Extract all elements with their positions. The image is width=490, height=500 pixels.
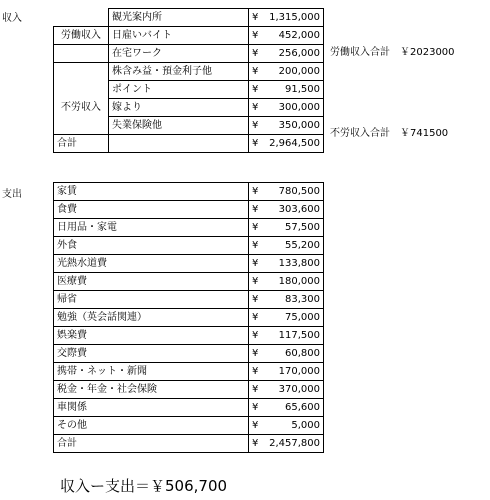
balance-summary: 収入ー支出＝￥506,700 (60, 477, 228, 495)
income-group-label: 労働収入 (54, 27, 109, 45)
income-item-amount: ¥ 91,500 (249, 81, 324, 99)
expense-item-amount: ¥ 370,000 (249, 381, 324, 399)
table-row (54, 309, 324, 327)
table-row (54, 27, 324, 45)
income-item-amount: ¥ 350,000 (249, 117, 324, 135)
income-item-label: 嫁より (109, 99, 249, 117)
income-group-label: 不労収入 (54, 99, 109, 117)
nonlabor-income-subtotal: 不労収入合計 ￥741500 (330, 128, 449, 139)
income-section-label: 収入 (2, 13, 22, 24)
expense-table (53, 182, 324, 453)
table-row (54, 45, 324, 63)
income-item-label: ポイント (109, 81, 249, 99)
table-row (54, 381, 324, 399)
income-item-label: 日雇いバイト (109, 27, 249, 45)
expense-item-label: 日用品・家電 (54, 219, 249, 237)
table-row (54, 81, 324, 99)
table-row (54, 117, 324, 135)
expense-item-amount: ¥ 65,600 (249, 399, 324, 417)
expense-item-amount: ¥ 170,000 (249, 363, 324, 381)
income-total-label: 合計 (54, 135, 109, 153)
expense-item-label: 合計 (54, 435, 249, 453)
expense-item-label: 娯楽費 (54, 327, 249, 345)
income-item-amount: ¥ 452,000 (249, 27, 324, 45)
expense-item-amount: ¥ 303,600 (249, 201, 324, 219)
table-row (54, 9, 324, 27)
expense-item-amount: ¥ 83,300 (249, 291, 324, 309)
labor-income-subtotal: 労働収入合計 ￥2023000 (330, 47, 455, 58)
expense-item-amount: ¥ 55,200 (249, 237, 324, 255)
expense-item-label: 外食 (54, 237, 249, 255)
table-row (54, 183, 324, 201)
expense-section-label: 支出 (2, 189, 22, 200)
table-row (54, 399, 324, 417)
expense-item-label: 家賃 (54, 183, 249, 201)
expense-item-amount: ¥ 780,500 (249, 183, 324, 201)
income-item-label: 観光案内所 (109, 9, 249, 27)
expense-item-label: 帰省 (54, 291, 249, 309)
expense-item-label: 医療費 (54, 273, 249, 291)
table-row (54, 273, 324, 291)
table-row (54, 135, 324, 153)
expense-item-label: その他 (54, 417, 249, 435)
table-row (54, 327, 324, 345)
income-item-amount: ¥ 1,315,000 (249, 9, 324, 27)
expense-item-label: 交際費 (54, 345, 249, 363)
expense-item-amount: ¥ 60,800 (249, 345, 324, 363)
table-row (54, 255, 324, 273)
income-item-amount: ¥ 300,000 (249, 99, 324, 117)
expense-item-label: 携帯・ネット・新聞 (54, 363, 249, 381)
income-item-label: 株含み益・預金利子他 (109, 63, 249, 81)
table-row (54, 237, 324, 255)
expense-item-label: 車関係 (54, 399, 249, 417)
expense-item-amount: ¥ 75,000 (249, 309, 324, 327)
income-table (53, 8, 324, 153)
table-row (54, 363, 324, 381)
expense-item-amount: ¥ 57,500 (249, 219, 324, 237)
expense-item-label: 食費 (54, 201, 249, 219)
table-row (54, 201, 324, 219)
table-row (54, 345, 324, 363)
income-item-amount: ¥ 200,000 (249, 63, 324, 81)
expense-item-amount: ¥ 2,457,800 (249, 435, 324, 453)
expense-item-label: 税金・年金・社会保険 (54, 381, 249, 399)
expense-item-amount: ¥ 180,000 (249, 273, 324, 291)
table-row (54, 417, 324, 435)
expense-item-amount: ¥ 117,500 (249, 327, 324, 345)
income-total-amount: ¥ 2,964,500 (249, 135, 324, 153)
table-row (54, 291, 324, 309)
income-item-label: 在宅ワーク (109, 45, 249, 63)
table-row (54, 99, 324, 117)
expense-item-label: 勉強（英会話関連） (54, 309, 249, 327)
income-item-label: 失業保険他 (109, 117, 249, 135)
table-row (54, 219, 324, 237)
expense-item-label: 光熱水道費 (54, 255, 249, 273)
expense-total-row (54, 435, 324, 453)
expense-item-amount: ¥ 133,800 (249, 255, 324, 273)
expense-item-amount: ¥ 5,000 (249, 417, 324, 435)
income-item-amount: ¥ 256,000 (249, 45, 324, 63)
table-row (54, 63, 324, 81)
